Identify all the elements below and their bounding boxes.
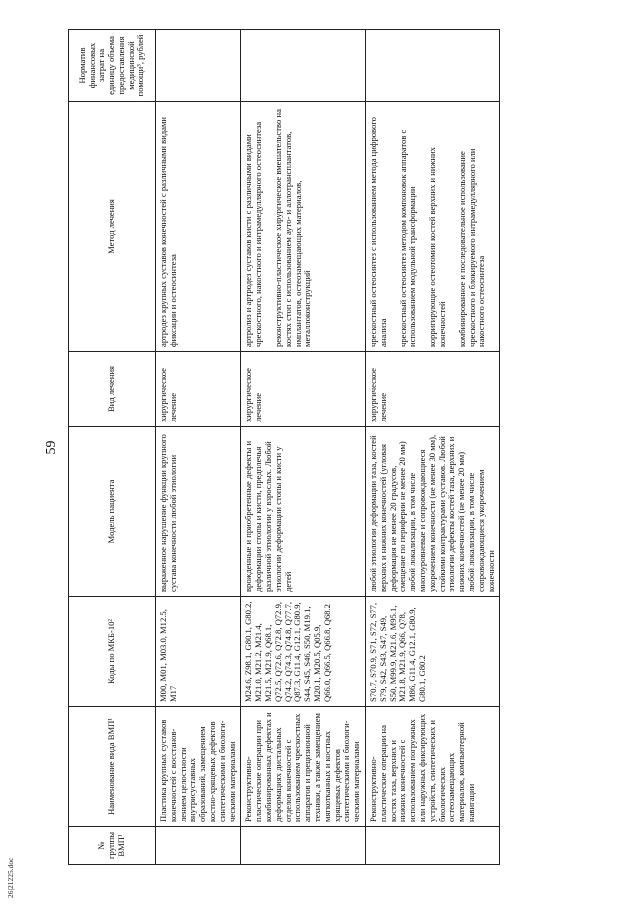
rotated-page <box>40 30 630 865</box>
header-patient-model: Модель пациента <box>69 427 156 597</box>
cell-vmp-name: Пластика крупных суставов конечностей с восстанов-лением целостности внутрисуставных образований, замещением костно-хрящевых дефектов синтетическими и биологи-ческими материалами <box>156 707 241 827</box>
cell-patient-model: любой этиологии деформации таза, костей верхних и нижних конечностей (угловая деформация не менее 20 градусов, смещение по периферии не менее 20 мм) любой локализации, в том числе многоуровневые и сопровождающиеся укорочением конечности (не менее 30 мм), стойкими контрактурами суставов. Любой этиологии дефекты костей таза, верхних и нижних конечностей (не менее 20 мм) любой локализации, в том числе сопровождающиеся укорочением конечности <box>365 427 499 597</box>
method-paragraph: артролиз и артродез суставов кисти с различными видами чрескостного, накостного и интрамедуллярного остеосинтеза <box>243 121 264 347</box>
header-cost-norm: Норматив финансовых затрат на единицу объема предоставления медицинской помощи³, рублей <box>69 30 156 102</box>
cell-group <box>241 827 366 865</box>
cell-patient-model: выраженное нарушение функции крупного сустава конечности любой этиологии <box>156 427 241 597</box>
cell-icd-codes: M00, M01, M03.0, M12.5, M17 <box>156 597 241 707</box>
method-paragraph: артродез крупных суставов конечностей с различными видами фиксации и остеосинтеза <box>158 116 178 347</box>
cell-group <box>156 827 241 865</box>
method-paragraph: реконструктивно-пластическое хирургическое вмешательство на костях стоп с использованием ауто- и аллотрансплантатов, имплантатов, остеозамещающих материалов, металлоконструкций <box>272 109 313 347</box>
table-row <box>156 30 241 865</box>
cell-treatment-type: хирургическое лечение <box>365 352 499 427</box>
method-paragraph: комбинированное и последовательное использование чрескостного и блокируемого интрамедуллярного или накостного остеосинтеза <box>456 148 487 347</box>
header-vmp-name: Наименование вида ВМП¹ <box>69 707 156 827</box>
page-number: 59 <box>44 440 59 455</box>
cell-treatment-method <box>241 102 366 352</box>
table-header-row <box>69 30 156 865</box>
cell-cost-norm <box>365 30 499 102</box>
cell-icd-codes: S70.7, S70.9, S71, S72, S77, S79, S42, S43, S47, S49, S50, M99.9, M21.6, M95.1, M21.8, M21.9, Q66, Q78, M86, G11.4, G12.1, G80.9, G80.1, G80.2 <box>365 597 499 707</box>
vmp-table <box>68 29 500 865</box>
cell-vmp-name: Реконструктивно-пластические операции на костях таза, верхних и нижних конечностей с использованием погружных или наружных фиксирующих устройств, синтетических и биологических остеозамещающих материалов, компьютерной навигации <box>365 707 499 827</box>
cell-icd-codes: M24.6, Z98.1, G80.1, G80.2, M21.0, M21.2, M21.4, M21.5, M21.9, Q68.1, Q72.5, Q72.6, Q72.8, Q72.9, Q74.2, Q74.3, Q74.8, Q77.7, Q87.3, G11.4, G12.1, G80.9, S44, S45, S46, S50, M19.1, M20.1, M20.5, Q05.9, Q66.0, Q66.5, Q66.8, Q68.2 <box>241 597 366 707</box>
cell-cost-norm <box>156 30 241 102</box>
method-paragraph: чрескостный остеосинтез методом компоновок аппаратов с использованием модульной трансформации <box>397 129 418 347</box>
cell-treatment-type: хирургическое лечение <box>156 352 241 427</box>
header-icd-codes: Коды по МКБ-10² <box>69 597 156 707</box>
method-paragraph: корригирующие остеотомии костей верхних и нижних конечностей <box>427 147 447 347</box>
header-treatment-method: Метод лечения <box>69 102 156 352</box>
header-group-number: № группы ВМП¹ <box>69 827 156 865</box>
table-row <box>241 30 366 865</box>
method-paragraph: чрескостный остеосинтез с использованием метода цифрового анализа <box>367 117 388 347</box>
cell-patient-model: врожденные и приобретенные дефекты и деформации стопы и кисти, предплечья различной этиологии у взрослых. Любой этиологии деформации стопы и кисти у детей <box>241 427 366 597</box>
cell-cost-norm <box>241 30 366 102</box>
table-row <box>365 30 499 865</box>
document-id: 26|21225.doc <box>6 857 15 898</box>
cell-treatment-method <box>156 102 241 352</box>
cell-treatment-method <box>365 102 499 352</box>
cell-group <box>365 827 499 865</box>
cell-treatment-type: хирургическое лечение <box>241 352 366 427</box>
header-treatment-type: Вид лечения <box>69 352 156 427</box>
cell-vmp-name: Реконструктивно-пластические операции при комбинированных дефектах и деформациях дистальных отделов конечностей с использованием чрескостных аппаратов и прецизионной техники, а также замещением мягкотканных и костных хрящевых дефектов синтетическими и биологи-ческими материалами <box>241 707 366 827</box>
